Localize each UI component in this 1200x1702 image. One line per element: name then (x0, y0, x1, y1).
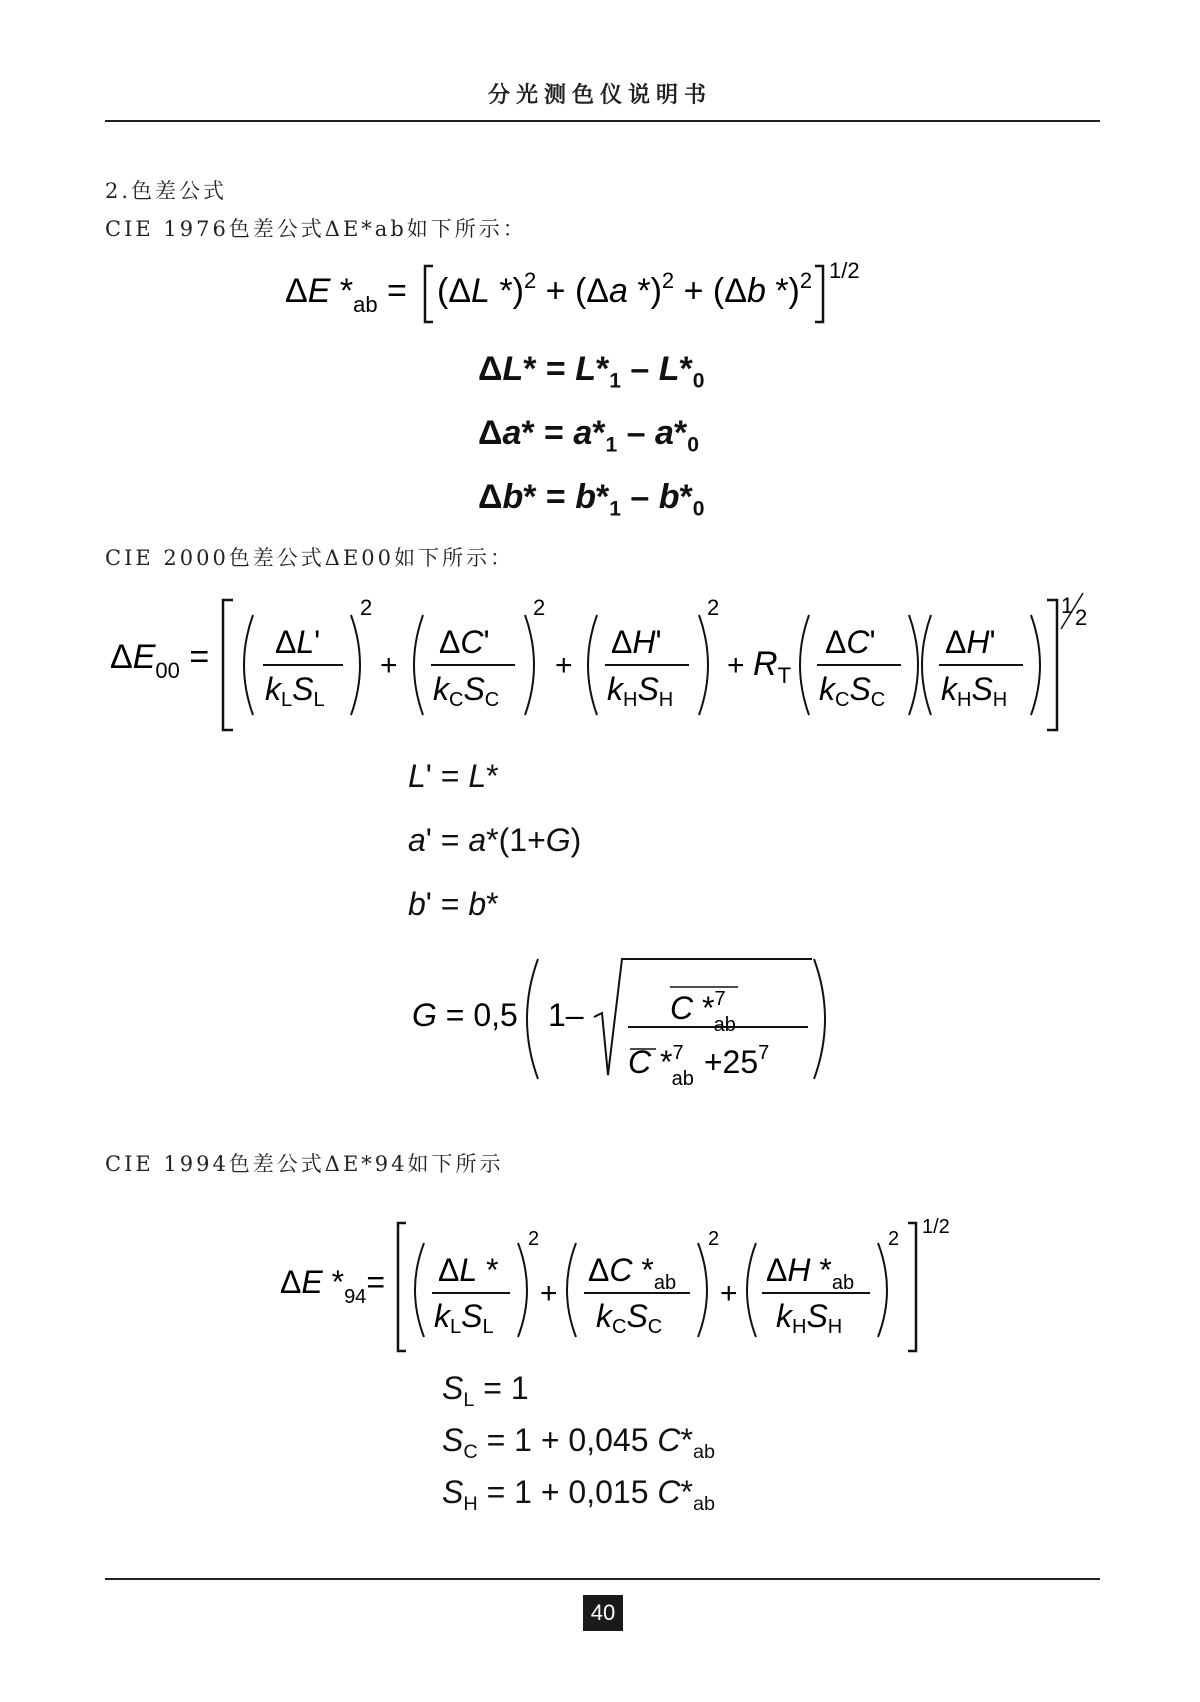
svg-text:1: 1 (1061, 593, 1074, 618)
bracket-left (425, 266, 433, 322)
header-rule (105, 120, 1100, 122)
cie1994-intro: CIE 1994色差公式ΔE*94如下所示 (105, 1152, 504, 1176)
svg-text:kHSH: kHSH (776, 1298, 843, 1338)
svg-text:kLSL: kLSL (265, 671, 325, 711)
svg-text:2: 2 (1075, 605, 1088, 630)
eq1994-sc: $S_C = 1 + 0,045$ $C*_{ab}$ (442, 1422, 715, 1463)
svg-text:ΔH': ΔH' (611, 624, 662, 660)
svg-text:C *7ab+257: C *$^7$ ab $+25^7$ (628, 1042, 770, 1088)
eq2000-g-svg (408, 953, 848, 1088)
svg-text:ΔC': ΔC' (439, 624, 490, 660)
svg-text:ΔH': ΔH' (945, 624, 996, 660)
eq2000-main-svg (105, 585, 1105, 745)
svg-text:kCSC: kCSC (819, 671, 886, 711)
svg-text:kCSC: kCSC (596, 1298, 663, 1338)
eq1976-main-svg (285, 250, 885, 340)
cie1976-intro: CIE 1976色差公式ΔE*ab如下所示： (105, 217, 527, 241)
svg-text:kHSH: kHSH (941, 671, 1008, 711)
svg-text:+: + (720, 1277, 738, 1310)
eq1976-lhs: ΔE $*_{ab}$ = (285, 272, 407, 317)
cie2000-intro: CIE 2000色差公式ΔE00如下所示： (105, 546, 515, 570)
svg-text:ΔE *94=: ΔE $*_{94}=$ (280, 1264, 385, 1308)
svg-text:1–: 1– (548, 997, 584, 1033)
svg-text:2: 2 (708, 1228, 720, 1250)
svg-text:kCSC: kCSC (433, 671, 500, 711)
svg-text:2: 2 (528, 1228, 540, 1250)
svg-text:ΔL': ΔL' (275, 624, 321, 660)
svg-text:2: 2 (533, 595, 546, 620)
eq1994-main-svg (278, 1215, 978, 1365)
svg-text:+: + (380, 649, 398, 682)
svg-text:1/2: 1/2 (922, 1216, 950, 1238)
eq2000-lprime: L' = L* (408, 758, 499, 794)
eq2000-lhs: $\Delta E_{00}$ = (110, 638, 210, 683)
eq1976-exponent: 1/2 (829, 258, 860, 283)
svg-text:kHSH: kHSH (607, 671, 674, 711)
svg-text:+: + (555, 649, 573, 682)
eq1976-db: $\Delta b* = b*_1 - b*_0$ (478, 478, 705, 521)
svg-text:+: + (727, 649, 745, 682)
page-header-title: 分光测色仪说明书 (487, 83, 712, 108)
svg-text:2: 2 (360, 595, 373, 620)
svg-text:C *7ab: C *$^7$ ab (670, 988, 736, 1036)
svg-text:kLSL: kLSL (434, 1298, 494, 1338)
eq1994-sh: $S_H = 1 + 0,015$ $C*_{ab}$ (442, 1474, 715, 1515)
svg-text:2: 2 (707, 595, 720, 620)
svg-text:ΔC *ab: ΔC $*_{ab}$ (588, 1252, 677, 1294)
svg-text:G = 0,5: G = 0,5 (412, 997, 518, 1033)
eq1994-sl: $S_L = 1$ (442, 1370, 529, 1411)
bracket-right (815, 266, 823, 322)
svg-text:ΔC': ΔC' (825, 624, 876, 660)
eq2000-aprime: a' = a*(1+G) (408, 822, 582, 858)
svg-text:ΔL *: ΔL * (438, 1252, 499, 1288)
eq1976-dl: $\Delta L* = L*_1 - L*_0$ (478, 350, 705, 393)
svg-text:RT: $R_T$ (753, 645, 792, 688)
eq2000-bprime: b' = b* (408, 886, 499, 922)
svg-text:2: 2 (888, 1228, 900, 1250)
page-number: 40 (583, 1595, 623, 1631)
eq1976-da: $\Delta a* = a*_1 - a*_0$ (478, 414, 699, 457)
svg-text:+: + (540, 1277, 558, 1310)
section-heading: 2.色差公式 (105, 179, 228, 203)
footer-rule (105, 1578, 1100, 1580)
svg-text:ΔH *ab: ΔH $*_{ab}$ (766, 1252, 855, 1294)
eq1976-rhs: (ΔL *)$^2$ + (Δa *)$^2$ + (Δb *)$^2$ (437, 268, 813, 310)
